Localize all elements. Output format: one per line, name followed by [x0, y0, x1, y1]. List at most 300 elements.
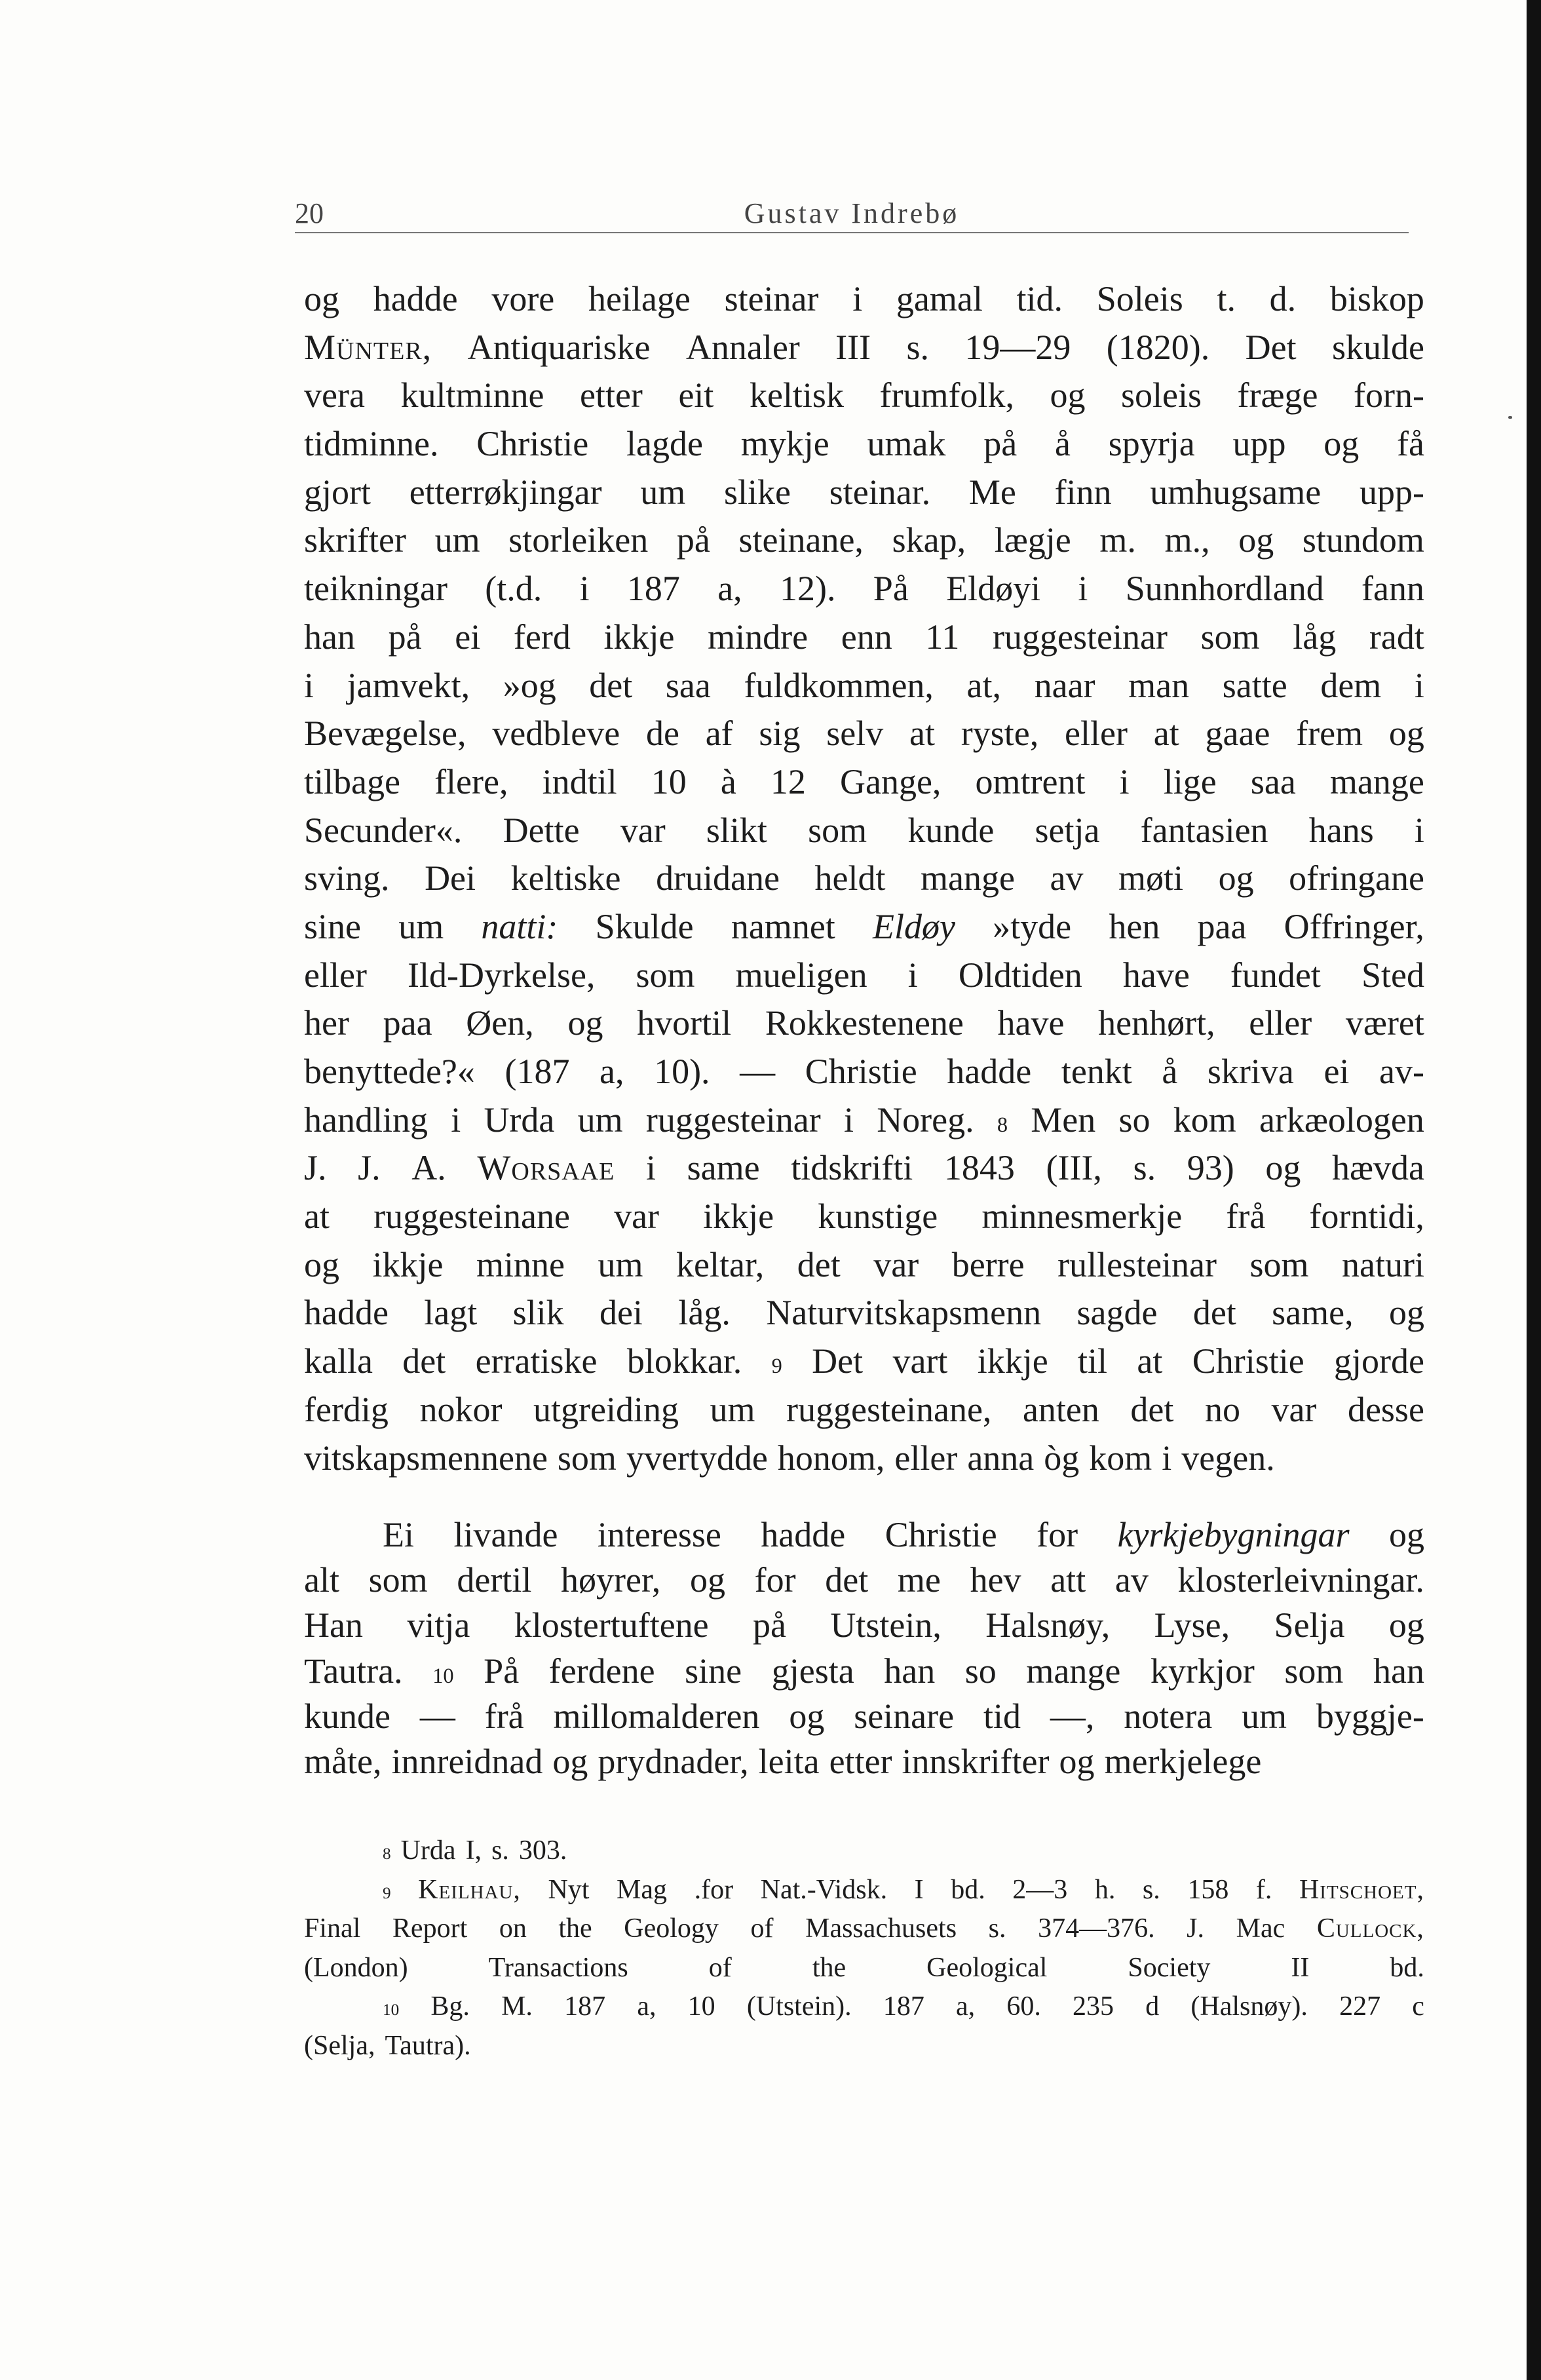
word: J.: [358, 1148, 381, 1188]
word: det: [797, 1244, 841, 1284]
word: 12: [770, 761, 806, 801]
word: i: [1162, 1438, 1172, 1478]
word: anten: [1022, 1389, 1099, 1429]
word: livande: [453, 1515, 558, 1554]
word: Antiquariske: [467, 327, 651, 367]
word: eller: [1249, 1003, 1312, 1043]
word: ikkje: [703, 1197, 774, 1237]
word: som: [557, 1438, 617, 1478]
word: i: [1414, 810, 1424, 850]
word: seinare: [854, 1696, 955, 1736]
word: s.: [906, 327, 930, 367]
word: soleis: [1121, 375, 1202, 415]
word: benyttede?«: [304, 1052, 475, 1091]
word: dertil: [457, 1560, 532, 1600]
word: ruggesteinane: [373, 1197, 570, 1237]
text-line: [304, 1949, 1424, 1988]
word: Annaler: [685, 327, 800, 367]
word: II: [1291, 1952, 1310, 1983]
word: bd.: [1390, 1952, 1424, 1983]
word: a,: [637, 1991, 656, 2022]
word: mykje: [740, 424, 829, 464]
word: kunde: [907, 810, 995, 850]
word: forntidi,: [1309, 1197, 1424, 1237]
word: vedbleve: [492, 714, 620, 754]
word: å: [1162, 1052, 1178, 1091]
text-line: [304, 420, 1424, 469]
word: gjesta: [771, 1651, 854, 1691]
word: Tautra).: [385, 2030, 471, 2061]
word: (III,: [1046, 1148, 1102, 1188]
word: s.: [491, 1835, 509, 1866]
word: tidskrifti: [791, 1148, 913, 1188]
running-head: [295, 191, 1409, 233]
word: få: [1396, 424, 1424, 464]
word: um: [434, 520, 480, 560]
word: the: [812, 1952, 847, 1983]
word: Det: [812, 1341, 864, 1381]
word: i: [907, 955, 918, 995]
word: flere,: [434, 761, 508, 801]
word: mueligen: [735, 955, 867, 995]
text-line: [304, 854, 1424, 903]
word: i: [843, 1100, 854, 1140]
word: f.: [1255, 1874, 1272, 1905]
word: mange: [921, 858, 1015, 898]
word: Society: [1128, 1952, 1211, 1983]
word: skap,: [892, 520, 966, 560]
word: of: [708, 1952, 732, 1983]
word: på: [388, 617, 422, 657]
word: paa: [383, 1003, 432, 1043]
word: druidane: [656, 858, 780, 898]
word: Mac: [1236, 1913, 1285, 1944]
word: i: [1414, 665, 1424, 705]
word: Eldøy: [873, 906, 955, 946]
word: naar: [1034, 665, 1095, 705]
word: lagt: [424, 1293, 478, 1333]
text-line: [304, 1739, 1424, 1784]
text-line: 10 Bg. M. 187 a, 10 (Utstein). 187 a, 60. 235 d (Halsnøy). 227 c: [304, 1987, 1424, 2027]
word: vegen.: [1181, 1438, 1275, 1478]
word: (t.d.: [485, 569, 542, 609]
word: det: [589, 665, 633, 705]
word: same,: [1272, 1293, 1354, 1333]
word: skriva: [1207, 1052, 1294, 1091]
word: (Halsnøy).: [1190, 1991, 1308, 2022]
word: »tyde: [993, 906, 1072, 946]
text-line: [304, 1694, 1424, 1739]
word: erratiske: [475, 1341, 598, 1381]
word: s.: [988, 1913, 1006, 1944]
body-paragraph-1: [304, 275, 1424, 1482]
word: utgreiding: [533, 1389, 679, 1429]
text-line: [304, 469, 1424, 517]
word: gjort: [304, 472, 371, 512]
word: i: [579, 569, 590, 609]
word: have: [997, 1003, 1065, 1043]
text-line: [304, 1193, 1424, 1241]
word: klosterleivningar.: [1177, 1560, 1424, 1600]
text-line: 9 Keilhau, Nyt Mag .for Nat.-Vidsk. I bd. 2—3 h. s. 158 f. Hitschoet,: [304, 1871, 1424, 1910]
word: att: [1050, 1560, 1086, 1600]
word: of: [750, 1913, 774, 1944]
word: »og: [503, 665, 556, 705]
word: steinar: [724, 279, 819, 318]
word: Worsaae: [477, 1148, 615, 1188]
word: (187: [504, 1052, 570, 1091]
word: paa: [1197, 906, 1247, 946]
word: her: [304, 1003, 349, 1043]
word: desse: [1347, 1389, 1424, 1429]
word: minnesmerkje: [981, 1197, 1183, 1237]
word: ofringane: [1289, 858, 1424, 898]
word: Skulde: [595, 906, 694, 946]
word: hadde: [761, 1515, 846, 1554]
word: han: [884, 1651, 936, 1691]
word: henhørt,: [1098, 1003, 1215, 1043]
word: nokor: [419, 1389, 503, 1429]
word: lagde: [626, 424, 703, 464]
word: me: [897, 1560, 941, 1600]
word: frå: [1226, 1197, 1266, 1237]
word: som: [1249, 1244, 1309, 1284]
word: fann: [1361, 569, 1424, 609]
word: ikkje: [372, 1244, 444, 1284]
word: 2—3: [1012, 1874, 1068, 1905]
word: J.: [304, 1148, 327, 1188]
word: at: [909, 714, 935, 754]
word: stundom: [1302, 520, 1424, 560]
text-line: [304, 1048, 1424, 1096]
text-line: kalla det erratiske blokkar. 9 Det vart ikkje til at Christie gjorde: [304, 1337, 1424, 1386]
text-line: [304, 999, 1424, 1048]
word: (London): [304, 1952, 408, 1983]
word: s.: [1133, 1148, 1156, 1188]
word: han: [1373, 1651, 1424, 1691]
word: vera: [304, 375, 365, 415]
word: man: [1128, 665, 1190, 705]
word: .for: [694, 1874, 734, 1905]
word: Dei: [425, 858, 476, 898]
footnotes: [304, 1832, 1424, 2065]
word: tilbage: [304, 761, 400, 801]
word: i: [1119, 761, 1130, 801]
word: tid.: [1016, 279, 1063, 318]
word: og: [1388, 1293, 1424, 1333]
word: eit: [678, 375, 714, 415]
word: i: [451, 1100, 461, 1140]
word: 12).: [779, 569, 836, 609]
word: kunstige: [818, 1197, 938, 1237]
word: sving.: [304, 858, 390, 898]
word: anna: [967, 1438, 1035, 1478]
word: Me: [968, 472, 1016, 512]
word: satte: [1222, 665, 1287, 705]
word: 158: [1187, 1874, 1229, 1905]
word: etterrøkjingar: [409, 472, 602, 512]
text-line: [304, 324, 1424, 372]
word: keltisk: [749, 375, 844, 415]
word: radt: [1369, 617, 1424, 657]
word: På: [484, 1651, 520, 1691]
text-line: [304, 2027, 1424, 2066]
word: namnet: [731, 906, 835, 946]
word: spyrja: [1108, 424, 1195, 464]
word: var: [873, 1244, 919, 1284]
word: han: [304, 617, 355, 657]
word: og: [1218, 858, 1254, 898]
word: de: [645, 714, 679, 754]
word: fantasien: [1140, 810, 1268, 850]
word: arkæologen: [1259, 1100, 1424, 1140]
word: òg: [1044, 1438, 1080, 1478]
word: til: [1078, 1341, 1108, 1381]
word: Urda: [400, 1835, 456, 1866]
word: eller: [304, 955, 367, 995]
word: Geological: [926, 1952, 1048, 1983]
text-line: [304, 1434, 1424, 1483]
word: umak: [867, 424, 946, 464]
word: natti:: [481, 906, 558, 946]
word: 303.: [518, 1835, 567, 1866]
word: forn-: [1354, 375, 1424, 415]
word: byggje-: [1316, 1696, 1424, 1736]
word: som: [808, 810, 867, 850]
word: fundet: [1230, 955, 1321, 995]
word: Christie: [885, 1515, 997, 1554]
word: M.: [501, 1991, 533, 2022]
word: lige: [1163, 761, 1217, 801]
word: hadde: [373, 279, 458, 318]
word: hans: [1308, 810, 1374, 850]
word: på: [753, 1605, 786, 1645]
text-line: [304, 372, 1424, 420]
word: hev: [970, 1560, 1021, 1600]
word: Det: [1245, 327, 1297, 367]
word: og: [552, 1741, 588, 1781]
word: indtil: [542, 761, 617, 801]
text-line: [304, 516, 1424, 565]
word: a,: [599, 1052, 624, 1091]
word: minne: [476, 1244, 565, 1284]
word: d.: [1269, 279, 1297, 318]
word: ikkje: [603, 617, 675, 657]
word: været: [1345, 1003, 1424, 1043]
word: h.: [1094, 1874, 1116, 1905]
word: 10: [651, 761, 687, 801]
word: um: [1242, 1696, 1287, 1736]
word: og: [1388, 1515, 1424, 1554]
word: og: [1323, 424, 1360, 464]
header-rule: [295, 232, 1409, 233]
word: at: [1137, 1341, 1163, 1381]
word: I: [914, 1874, 924, 1905]
word: Sunnhordland: [1125, 569, 1324, 609]
word: Geology: [624, 1913, 719, 1944]
word: som: [1200, 617, 1260, 657]
word: Oldtiden: [958, 955, 1082, 995]
word: og: [304, 1244, 339, 1284]
word: Dette: [503, 810, 580, 850]
text-line: [304, 613, 1424, 662]
word: sine: [304, 906, 361, 946]
word: keltar,: [675, 1244, 765, 1284]
word: det: [402, 1341, 446, 1381]
word: a,: [717, 569, 742, 609]
text-line: Tautra. 10 På ferdene sine gjesta han so mange kyrkjor som han: [304, 1649, 1424, 1694]
word: frem: [1296, 714, 1363, 754]
word: måte,: [304, 1741, 382, 1781]
word: Selja: [1274, 1605, 1345, 1645]
word: på: [983, 424, 1018, 464]
word: gamal: [896, 279, 983, 318]
word: for: [754, 1560, 796, 1600]
word: m.,: [1164, 520, 1210, 560]
word: um: [710, 1389, 755, 1429]
word: og: [789, 1696, 825, 1736]
word: 1843: [943, 1148, 1015, 1188]
word: mange: [1026, 1651, 1121, 1691]
word: J.: [1187, 1913, 1205, 1944]
word: Bevægelse,: [304, 714, 466, 754]
word: Nat.-Vidsk.: [760, 1874, 888, 1905]
word: blokkar.: [626, 1341, 742, 1381]
word: dei: [599, 1293, 643, 1333]
word: sine: [685, 1651, 742, 1691]
word: og: [1388, 714, 1424, 754]
word: handling: [304, 1100, 428, 1140]
word: biskop: [1329, 279, 1424, 318]
word: omtrent: [975, 761, 1086, 801]
word: Halsnøy,: [985, 1605, 1111, 1645]
word: og: [1238, 520, 1274, 560]
word: etter: [829, 1741, 892, 1781]
running-head-author: Gustav Indrebø: [744, 197, 960, 229]
word: 10: [687, 1991, 715, 2022]
word: yvertydde: [626, 1438, 768, 1478]
word: ei: [1323, 1052, 1350, 1091]
word: Rokkestenene: [765, 1003, 964, 1043]
word: t.: [1217, 279, 1236, 318]
word: Men: [1031, 1100, 1096, 1140]
word: vitskapsmennene: [304, 1438, 548, 1478]
word: Mag: [617, 1874, 668, 1905]
word: 187: [883, 1991, 924, 2022]
word: På: [873, 569, 909, 609]
word: fuldkommen,: [744, 665, 934, 705]
word: Nyt: [548, 1874, 590, 1905]
word: Christie: [1192, 1341, 1304, 1381]
word: umhugsame: [1150, 472, 1322, 512]
word: i: [852, 279, 863, 318]
word: ikkje: [977, 1341, 1048, 1381]
word: låg: [1293, 617, 1337, 657]
word: 10).: [654, 1052, 710, 1091]
word: tidminne.: [304, 424, 439, 464]
word: Urda: [484, 1100, 555, 1140]
word: Ild-Dyrkelse,: [408, 955, 596, 995]
text-line: [304, 1603, 1424, 1648]
word: sig: [759, 714, 801, 754]
word: at,: [966, 665, 1002, 705]
word: steinane,: [738, 520, 864, 560]
word: av: [1050, 858, 1084, 898]
word: 93): [1187, 1148, 1234, 1188]
word: so: [964, 1651, 997, 1691]
word: 235: [1073, 1991, 1114, 2022]
word: Eldøyi: [946, 569, 1041, 609]
word: ruggesteinar: [993, 617, 1168, 657]
word: klostertuftene: [514, 1605, 709, 1645]
word: Øen,: [466, 1003, 534, 1043]
word: at: [304, 1197, 330, 1237]
word: tenkt: [1061, 1052, 1132, 1091]
word: å: [1054, 424, 1071, 464]
word: kultminne: [400, 375, 544, 415]
word: og: [1059, 1741, 1095, 1781]
word: skrifter: [304, 520, 406, 560]
word: selv: [826, 714, 884, 754]
word: enn: [841, 617, 892, 657]
word: Christie: [805, 1052, 917, 1091]
word: Hitschoet,: [1299, 1874, 1424, 1905]
word: —: [740, 1052, 776, 1091]
word: um: [640, 472, 686, 512]
word: finn: [1054, 472, 1112, 512]
word: Christie: [476, 424, 589, 464]
word: innskrifter: [902, 1741, 1050, 1781]
word: I,: [465, 1835, 482, 1866]
word: have: [1122, 955, 1190, 995]
text-line: [304, 951, 1424, 1000]
word: lægje: [994, 520, 1071, 560]
word: det: [825, 1560, 869, 1600]
word: à: [720, 761, 736, 801]
word: som: [636, 955, 695, 995]
word: frå: [484, 1696, 524, 1736]
word: ferdig: [304, 1389, 389, 1429]
text-line: [304, 1386, 1424, 1434]
word: gjorde: [1334, 1341, 1424, 1381]
word: vore: [491, 279, 555, 318]
word: 19—29: [964, 327, 1071, 367]
word: slik: [512, 1293, 564, 1333]
text-line: [304, 903, 1424, 951]
word: og: [689, 1560, 725, 1600]
word: m.: [1099, 520, 1136, 560]
word: III: [835, 327, 871, 367]
word: —: [419, 1696, 455, 1736]
word: høyrer,: [561, 1560, 661, 1600]
word: i: [304, 665, 314, 705]
word: fræge: [1237, 375, 1318, 415]
word: upp-: [1359, 472, 1424, 512]
text-line: [304, 710, 1424, 758]
word: bd.: [951, 1874, 985, 1905]
page-number: 20: [295, 197, 324, 229]
word: on: [499, 1913, 527, 1944]
text-line: [304, 565, 1424, 613]
text-line: [304, 662, 1424, 710]
word: Gange,: [840, 761, 942, 801]
scan-speck: [1508, 416, 1512, 419]
word: keltiske: [510, 858, 621, 898]
word: og: [1265, 1148, 1301, 1188]
word: hen: [1109, 906, 1160, 946]
word: Transactions: [488, 1952, 628, 1983]
word: millomalderen: [553, 1696, 760, 1736]
